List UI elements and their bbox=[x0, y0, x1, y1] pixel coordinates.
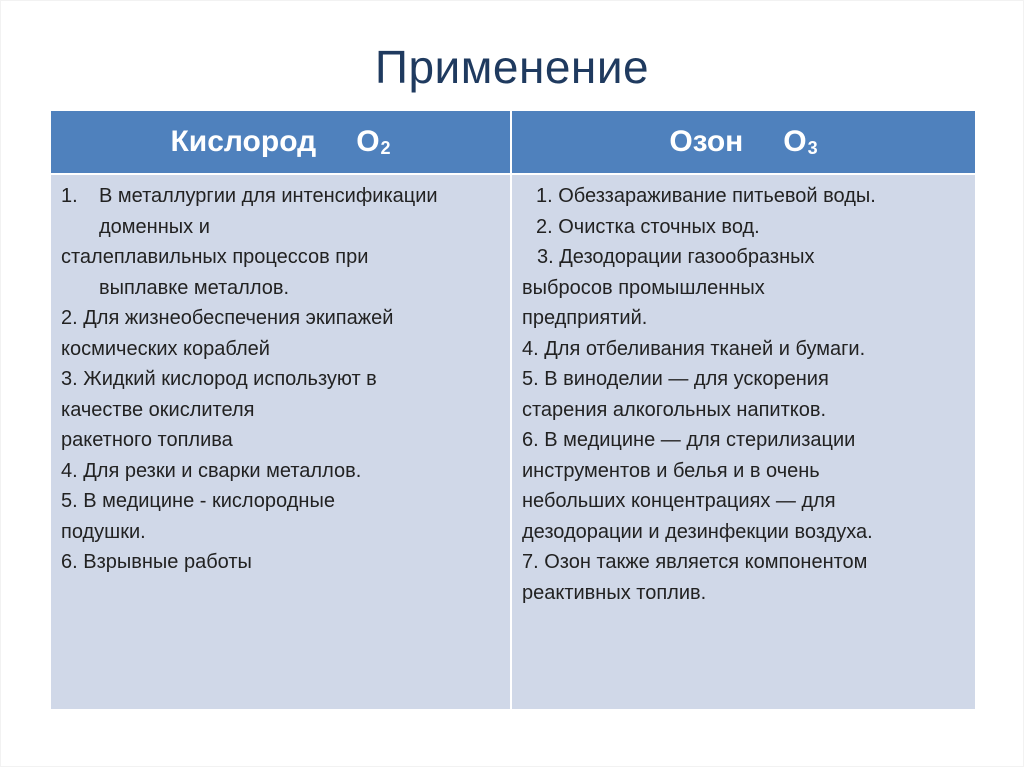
oxygen-line: 5. В медицине - кислородные bbox=[61, 490, 335, 512]
table-body-row bbox=[51, 175, 975, 709]
oxygen-line: 4. Для резки и сварки металлов. bbox=[61, 459, 362, 482]
ozone-line: небольших концентрациях — для bbox=[522, 490, 836, 512]
ozone-line: предприятий. bbox=[522, 307, 648, 329]
ozone-line: дезодорации и дезинфекции воздуха. bbox=[522, 520, 873, 543]
oxygen-line: 6. Взрывные работы bbox=[61, 551, 252, 573]
oxygen-line: подушки. bbox=[61, 520, 146, 543]
header-oxygen-name: Кислород bbox=[170, 125, 317, 158]
ozone-line: 5. В виноделии — для ускорения bbox=[522, 368, 829, 390]
ozone-line: 2. Очистка сточных вод. bbox=[536, 215, 760, 238]
ozone-uses-cell bbox=[512, 175, 975, 709]
oxygen-line: сталеплавильных процессов при bbox=[61, 246, 369, 268]
oxygen-line: космических кораблей bbox=[61, 337, 270, 360]
oxygen-line: 2. Для жизнеобеспечения экипажей bbox=[61, 307, 394, 329]
header-ozone bbox=[512, 111, 975, 173]
oxygen-line: ракетного топлива bbox=[61, 429, 233, 451]
ozone-line: инструментов и белья и в очень bbox=[522, 459, 820, 482]
oxygen-line-text: В металлургии для интенсификации bbox=[99, 185, 438, 207]
slide-title: Применение bbox=[374, 41, 650, 93]
oxygen-line: выплавке металлов. bbox=[99, 276, 290, 299]
header-oxygen-formula: O bbox=[356, 125, 380, 158]
oxygen-line: 3. Жидкий кислород используют в bbox=[61, 368, 377, 390]
header-ozone-subscript: 3 bbox=[807, 137, 818, 158]
oxygen-line: качестве окислителя bbox=[61, 398, 255, 421]
header-oxygen bbox=[51, 111, 512, 173]
ozone-line: выбросов промышленных bbox=[522, 276, 765, 299]
header-ozone-formula: O bbox=[783, 125, 807, 158]
table-header-row bbox=[51, 111, 975, 173]
oxygen-line bbox=[61, 181, 510, 212]
header-oxygen-subscript: 2 bbox=[380, 137, 391, 158]
ozone-line: реактивных топлив. bbox=[522, 581, 707, 604]
oxygen-uses-cell bbox=[51, 175, 512, 709]
ozone-line: 1. Обеззараживание питьевой воды. bbox=[536, 185, 876, 207]
oxygen-item-number: 1. bbox=[61, 185, 78, 207]
header-ozone-name: Озон bbox=[669, 125, 744, 158]
ozone-line: 4. Для отбеливания тканей и бумаги. bbox=[522, 337, 866, 360]
ozone-line: старения алкогольных напитков. bbox=[522, 398, 827, 421]
ozone-line: 6. В медицине — для стерилизации bbox=[522, 429, 856, 451]
ozone-line: 7. Озон также является компонентом bbox=[522, 551, 868, 573]
oxygen-line: доменных и bbox=[99, 215, 210, 238]
ozone-line: 3. Дезодорации газообразных bbox=[537, 246, 815, 268]
comparison-table bbox=[50, 110, 976, 710]
